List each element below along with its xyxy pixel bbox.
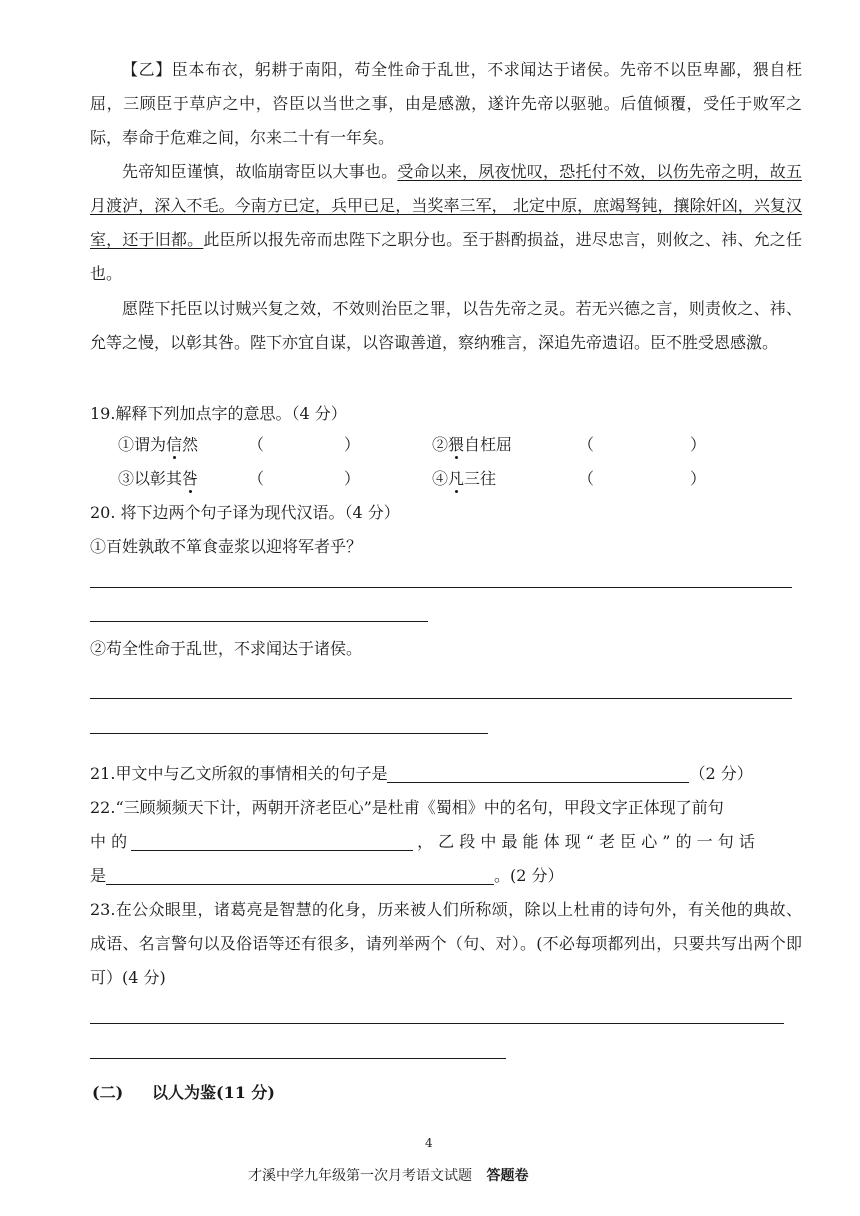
underlined-sentence: 受命以来，夙夜忧叹，恐托付不效，以伤先帝之明，故五月渡泸，深入不毛。今南方已定，兵甲已足，当奖率三军， 北定中原，庶竭驽钝，攘除奸凶，兴复汉室，还于旧都。 — [90, 162, 802, 249]
footer-answer-sheet-label: 答题卷 — [486, 1168, 529, 1184]
q19-item-2-answer-paren[interactable]: （ ） — [578, 435, 707, 454]
q23-answer-line-2[interactable] — [90, 1058, 506, 1059]
footer-school-title: 才溪中学九年级第一次月考语文试题 — [248, 1168, 472, 1184]
q19-item-4 — [432, 466, 496, 489]
question-22-text-b: ， 乙 段 中 最 能 体 现 “ 老 臣 心 ” 的 一 句 话 — [417, 832, 755, 851]
q19-item-1-text-end: 然 — [182, 435, 199, 454]
q19-item-4-dotted-char: 凡 — [448, 469, 465, 488]
question-21-score: （2 分） — [689, 764, 753, 783]
q23-answer-line-1[interactable] — [90, 1023, 784, 1024]
q19-item-2 — [432, 432, 512, 455]
section-2-number: (二) — [92, 1083, 124, 1102]
question-21-text: 21.甲文中与乙文所叙的事情相关的句子是 — [90, 764, 388, 783]
passage-paragraph-3: 愿陛下托臣以讨贼兴复之效，不效则治臣之罪，以告先帝之灵。若无兴德之言，则责攸之、祎、允等之慢，以彰其咎。陛下亦宜自谋，以咨诹善道，察纳雅言，深追先帝遗诏。臣不胜受恩感激。 — [90, 299, 802, 352]
footer-title — [248, 1165, 528, 1185]
question-22-score: 。(2 分） — [494, 866, 564, 885]
page-number: 4 — [425, 1136, 433, 1150]
question-21 — [90, 761, 753, 784]
passage-paragraph-2-end: 此臣所以报先帝而忠陛下之职分也。至于斟酌损益，进尽忠言，则攸之、祎、允之任也。 — [90, 230, 802, 283]
q20-answer-line-1a[interactable] — [90, 587, 792, 588]
q19-item-1-dotted-char: 信 — [166, 435, 183, 454]
q20-answer-line-2b[interactable] — [90, 733, 488, 734]
question-22-text-c: 是 — [90, 866, 107, 885]
q19-item-4-answer-paren[interactable]: （ ） — [578, 469, 707, 488]
question-22-text-a: 中 的 — [90, 832, 128, 851]
passage-paragraph-2 — [90, 155, 802, 291]
q19-item-2-dotted-char: 猥 — [448, 435, 465, 454]
q20-answer-line-2a[interactable] — [90, 698, 792, 699]
question-22-line-1: 22.“三顾频频天下计，两朝开济老臣心”是杜甫《蜀相》中的名句，甲段文字正体现了前句 — [90, 798, 724, 817]
passage-paragraph-1: 【乙】臣本布衣，躬耕于南阳，苟全性命于乱世，不求闻达于诸侯。先帝不以臣卑鄙，猥自枉屈，三顾臣于草庐之中，咨臣以当世之事，由是感激，遂许先帝以驱驰。后值倾覆，受任于败军之际，奉命于危难之间，尔来二十有一年矣。 — [90, 60, 802, 147]
question-22-line-3 — [90, 863, 564, 886]
q19-item-2-text-end: 自枉屈 — [464, 435, 513, 454]
q19-item-3-dotted-char: 咎 — [182, 469, 199, 488]
q21-answer-blank[interactable] — [387, 762, 689, 783]
question-20-stem: 20. 将下边两个句子译为现代汉语。（4 分） — [90, 503, 400, 522]
q19-item-1-answer-paren[interactable]: （ ） — [248, 435, 361, 454]
q19-item-2-text: ② — [432, 435, 449, 454]
q19-item-4-text: ④ — [432, 469, 449, 488]
q19-item-1 — [118, 432, 198, 455]
q22-answer-blank-2[interactable] — [106, 864, 494, 885]
q19-item-1-text: ①谓为 — [118, 435, 167, 454]
q19-item-3 — [118, 466, 198, 489]
q19-item-4-text-end: 三往 — [464, 469, 497, 488]
q20-sentence-2: ②苟全性命于乱世，不求闻达于诸侯。 — [90, 639, 363, 658]
section-2-title: 以人为鉴(11 分) — [152, 1083, 275, 1102]
question-23: 23.在公众眼里，诸葛亮是智慧的化身，历来被人们所称颂，除以上杜甫的诗句外，有关他的典故、成语、名言警句以及俗语等还有很多，请列举两个（句、对）。(不必每项都列出，只要共写出两个即可）(4 分) — [90, 900, 802, 987]
question-22-line-2 — [90, 829, 755, 852]
q19-item-3-text: ③以彰其 — [118, 469, 183, 488]
q20-answer-line-1b[interactable] — [90, 621, 428, 622]
q22-answer-blank-1[interactable] — [131, 830, 413, 851]
passage-paragraph-2-start: 先帝知臣谨慎，故临崩寄臣以大事也。 — [122, 162, 398, 181]
question-19-stem: 19.解释下列加点字的意思。（4 分） — [90, 404, 347, 423]
q20-sentence-1: ①百姓孰敢不箪食壶浆以迎将军者乎？ — [90, 537, 363, 556]
q19-item-3-answer-paren[interactable]: （ ） — [248, 469, 361, 488]
